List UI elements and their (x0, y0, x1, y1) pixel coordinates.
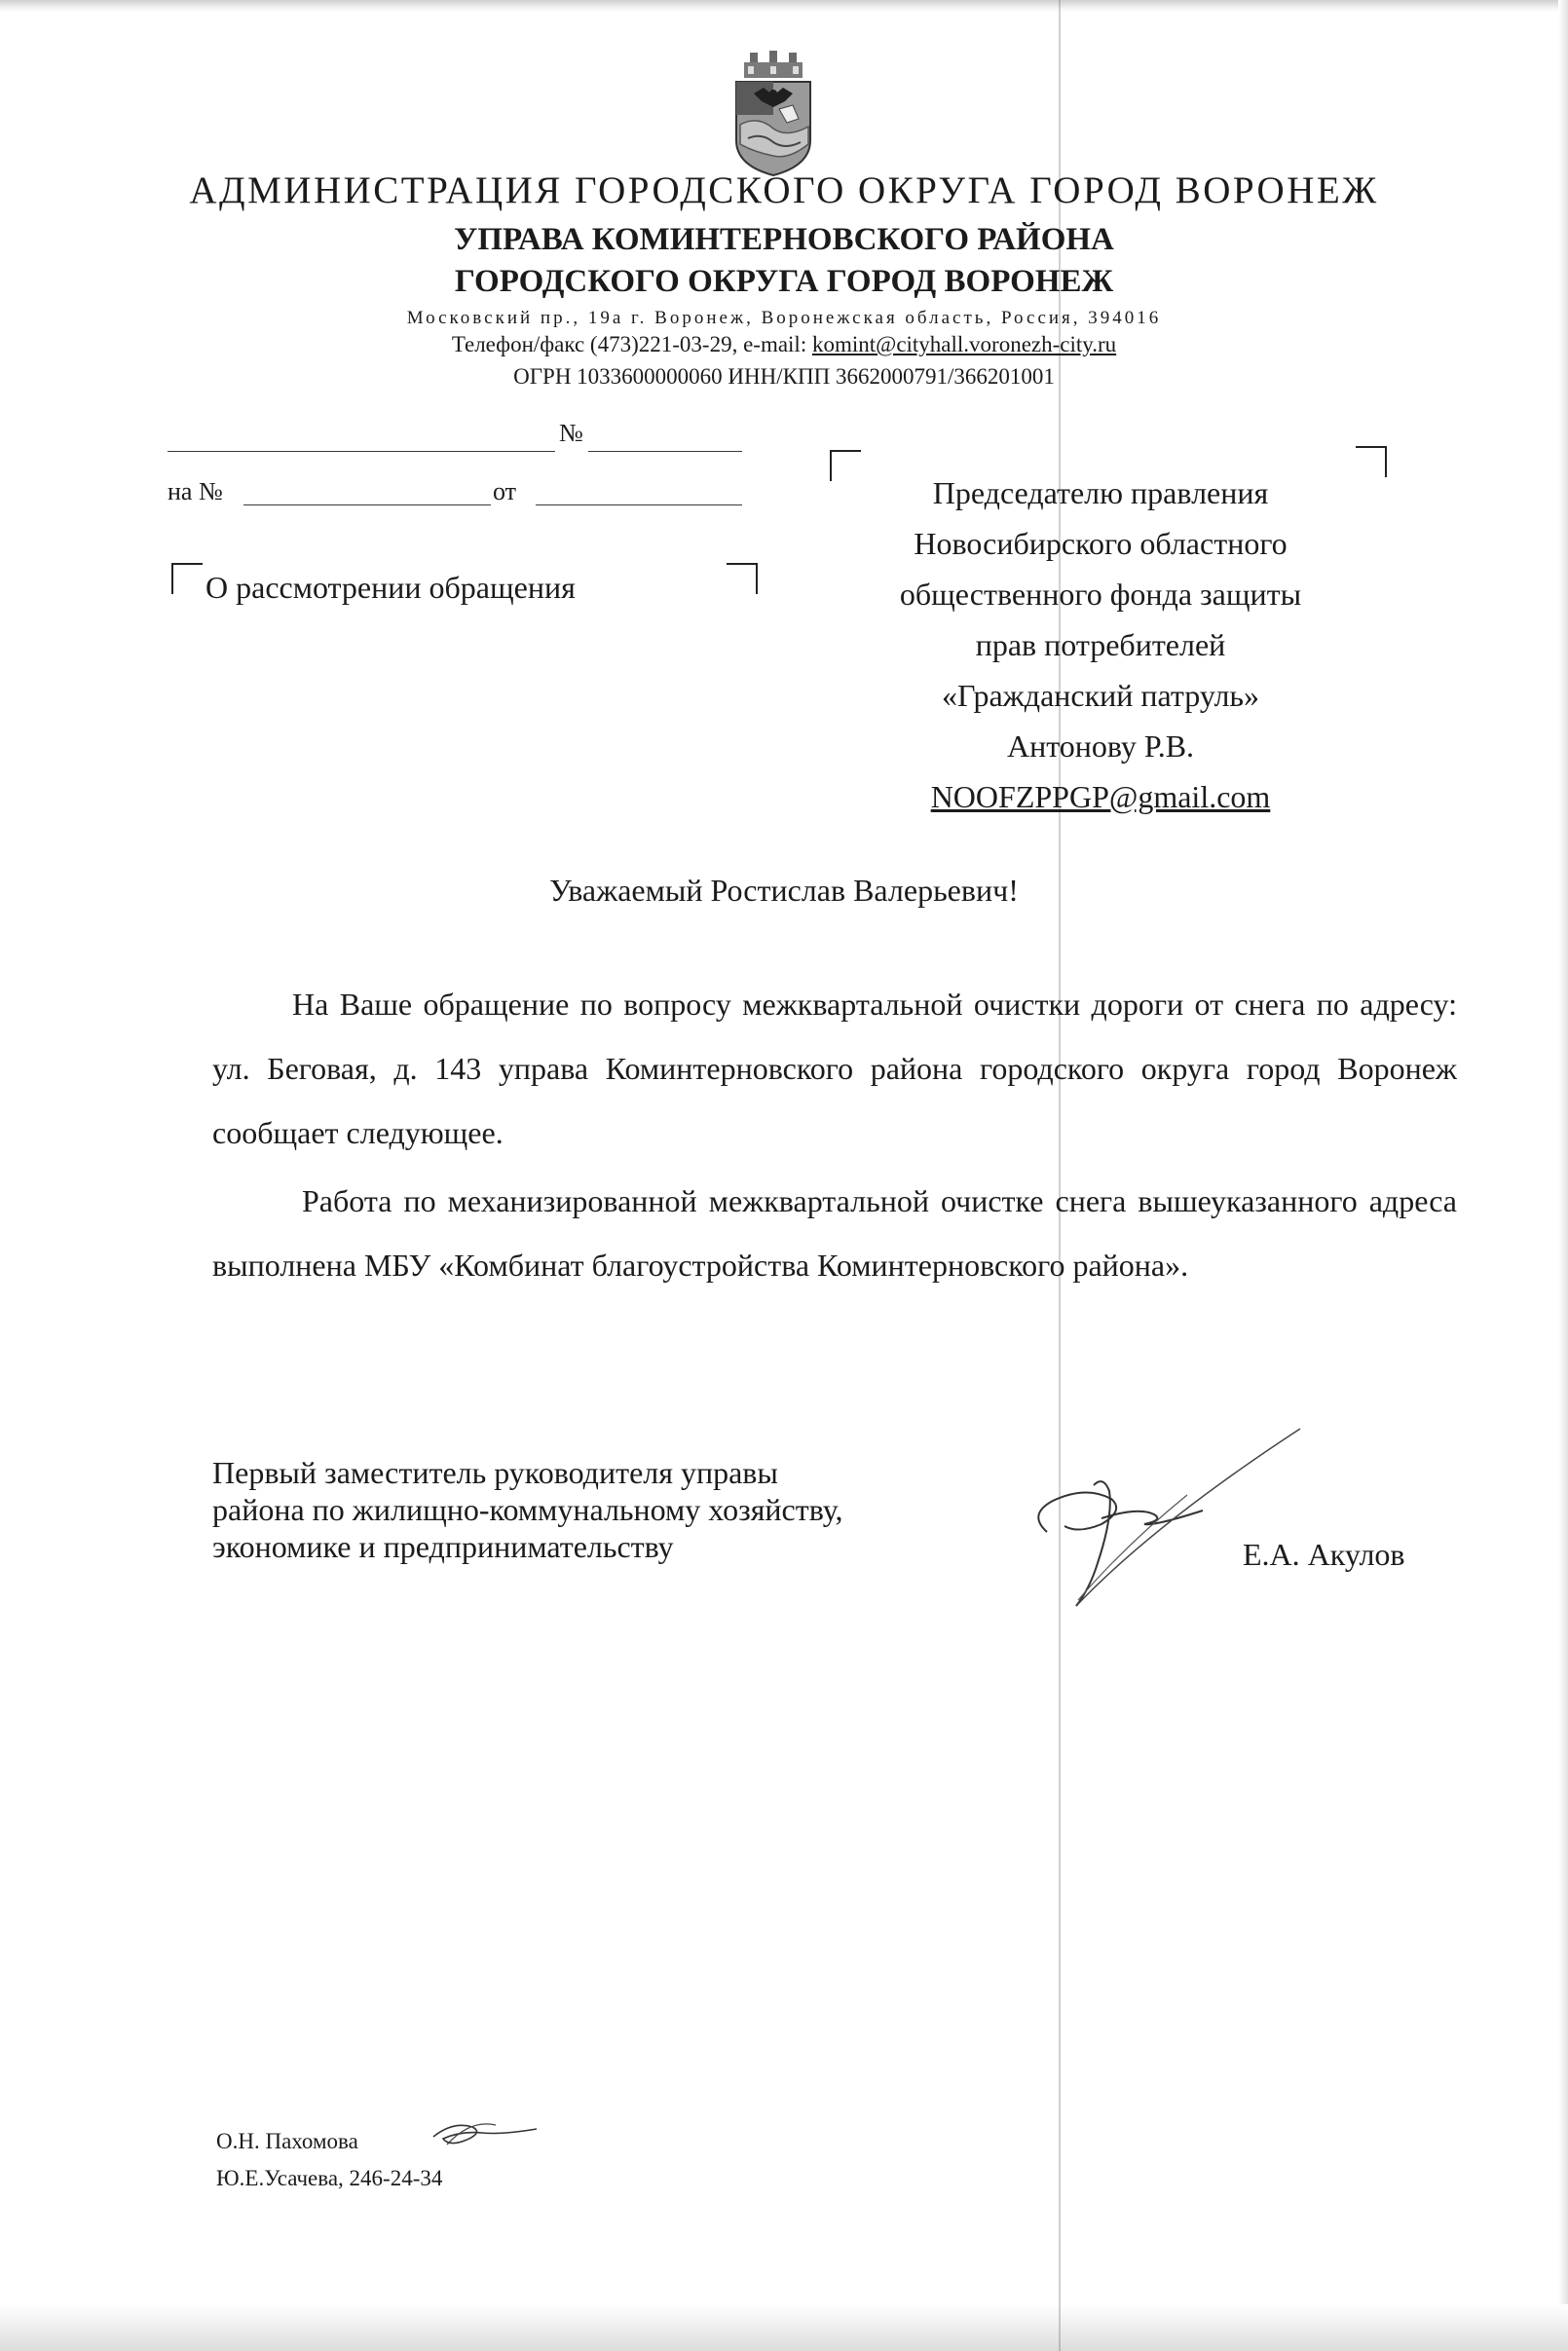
body-paragraph-1: На Ваше обращение по вопросу межквартальной очистки дороги от снега по адресу: ул. Беговая, д. 143 управа Коминтерновского района городского округа город Воронеж сообщает следующее. (212, 987, 1457, 1150)
in-reply-date-line (536, 504, 742, 505)
recipient-line: Председателю правления (932, 475, 1269, 510)
signatory-title (212, 1454, 843, 1565)
signatory-title-line: Первый заместитель руководителя управы (212, 1455, 778, 1490)
outgoing-number-line (588, 451, 742, 452)
executor-signature-icon (414, 2115, 541, 2154)
letterhead-contacts (0, 332, 1568, 357)
recipient-line: Антонову Р.В. (1006, 728, 1195, 764)
recipient-line: «Гражданский патруль» (941, 678, 1259, 713)
letterhead-ogrn: ОГРН 1033600000060 ИНН/КПП 3662000791/366201001 (513, 364, 1055, 389)
signatory-title-line: экономике и предпринимательству (212, 1529, 674, 1564)
letterhead-uprava-line1: УПРАВА КОМИНТЕРНОВСКОГО РАЙОНА (454, 222, 1114, 257)
handwritten-signature-icon (1008, 1417, 1329, 1612)
recipient-line: прав потребителей (975, 627, 1226, 662)
salutation: Уважаемый Ростислав Валерьевич! (549, 873, 1019, 908)
signatory-name: Е.А. Акулов (1243, 1537, 1405, 1572)
recipient-line: общественного фонда защиты (899, 577, 1302, 612)
executor-name-2: Ю.Е.Усачева, 246-24-34 (216, 2166, 443, 2190)
scan-edge-top (0, 0, 1568, 12)
executor-footer (216, 2123, 442, 2197)
executor-name-1: О.Н. Пахомова (216, 2129, 358, 2153)
recipient-email-link[interactable]: NOOFZPPGP@gmail.com (930, 779, 1271, 814)
in-reply-label: на № (168, 477, 223, 505)
recipient-block (838, 467, 1363, 822)
letterhead-uprava-line2: ГОРОДСКОГО ОКРУГА ГОРОД ВОРОНЕЖ (454, 264, 1114, 299)
recipient-line: Новосибирского областного (914, 526, 1288, 561)
letterhead-email-link[interactable]: komint@cityhall.voronezh-city.ru (811, 332, 1117, 356)
letter-subject: О рассмотрении обращения (205, 570, 576, 605)
signatory-title-line: района по жилищно-коммунальному хозяйству, (212, 1492, 843, 1527)
in-reply-from-label: от (493, 477, 517, 505)
subject-corner-right (727, 563, 758, 594)
letterhead-admin: АДМИНИСТРАЦИЯ ГОРОДСКОГО ОКРУГА ГОРОД ВОРОНЕЖ (189, 169, 1379, 211)
body-paragraph-2: Работа по механизированной межквартальной очистке снега вышеуказанного адреса выполнена МБУ «Комбинат благоустройства Коминтерновского района». (212, 1183, 1457, 1283)
letterhead-address: Московский пр., 19а г. Воронеж, Воронежская область, Россия, 394016 (406, 308, 1162, 328)
subject-corner-left (171, 563, 203, 594)
in-reply-number-line (243, 504, 491, 505)
scan-edge-bottom (0, 2304, 1568, 2351)
letterhead-phone: Телефон/факс (473)221-03-29, e-mail: (451, 332, 812, 356)
coat-of-arms-icon (728, 51, 818, 177)
outgoing-number-label: № (559, 419, 583, 447)
outgoing-date-line (168, 451, 555, 452)
